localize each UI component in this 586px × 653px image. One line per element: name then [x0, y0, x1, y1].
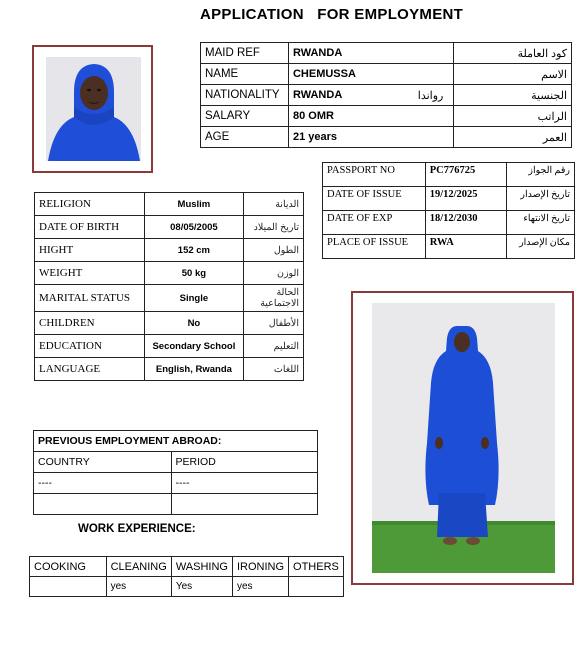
passport-no-label: PASSPORT NO	[323, 163, 426, 187]
table-row	[30, 577, 344, 597]
nationality-label: NATIONALITY	[201, 85, 289, 106]
table-row	[201, 127, 572, 148]
weight-label-ar: الوزن	[244, 262, 304, 285]
exp-date-value: 18/12/2030	[425, 211, 506, 235]
country-header: COUNTRY	[34, 452, 172, 473]
weight-label: WEIGHT	[35, 262, 145, 285]
issue-date-label-ar: تاريخ الإصدار	[507, 187, 575, 211]
nationality-label-ar: الجنسية	[454, 85, 572, 106]
table-row	[323, 235, 575, 259]
table-row	[35, 193, 304, 216]
table-row	[323, 211, 575, 235]
name-label: NAME	[201, 64, 289, 85]
passport-no-value: PC776725	[425, 163, 506, 187]
table-row	[201, 85, 572, 106]
table-row	[35, 335, 304, 358]
previous-employment-header: PREVIOUS EMPLOYMENT ABROAD:	[34, 431, 318, 452]
maid-ref-label: MAID REF	[201, 43, 289, 64]
language-label: LANGUAGE	[35, 358, 145, 381]
dob-label: DATE OF BIRTH	[35, 216, 145, 239]
passport-no-label-ar: رقم الجواز	[507, 163, 575, 187]
table-row	[201, 106, 572, 127]
table-row	[35, 262, 304, 285]
full-length-photo	[351, 291, 574, 585]
previous-employment-table	[33, 430, 318, 515]
religion-value: Muslim	[144, 193, 244, 216]
marital-status-value: Single	[144, 285, 244, 312]
table-row	[323, 163, 575, 187]
education-label: EDUCATION	[35, 335, 145, 358]
period-cell: ----	[171, 473, 317, 494]
age-label: AGE	[201, 127, 289, 148]
children-label: CHILDREN	[35, 312, 145, 335]
language-value: English, Rwanda	[144, 358, 244, 381]
children-label-ar: الأطفال	[244, 312, 304, 335]
height-value: 152 cm	[144, 239, 244, 262]
issue-date-value: 19/12/2025	[425, 187, 506, 211]
work-experience-title: WORK EXPERIENCE:	[78, 523, 196, 535]
maid-ref-value: RWANDA	[288, 43, 453, 64]
table-row	[35, 216, 304, 239]
table-row	[34, 494, 318, 515]
place-of-issue-label-ar: مكان الإصدار	[507, 235, 575, 259]
work-experience-table	[29, 556, 344, 597]
education-label-ar: التعليم	[244, 335, 304, 358]
marital-status-label: MARITAL STATUS	[35, 285, 145, 312]
others-header: OTHERS	[289, 557, 344, 577]
others-value	[289, 577, 344, 597]
age-value: 21 years	[288, 127, 453, 148]
maid-ref-label-ar: كود العاملة	[454, 43, 572, 64]
dob-value: 08/05/2005	[144, 216, 244, 239]
table-row	[201, 43, 572, 64]
name-label-ar: الاسم	[454, 64, 572, 85]
table-row	[201, 64, 572, 85]
issue-date-label: DATE OF ISSUE	[323, 187, 426, 211]
cleaning-value: yes	[106, 577, 171, 597]
age-label-ar: العمر	[454, 127, 572, 148]
cooking-header: COOKING	[30, 557, 107, 577]
page-title: APPLICATION FOR EMPLOYMENT	[200, 6, 464, 23]
name-value: CHEMUSSA	[288, 64, 453, 85]
height-label-ar: الطول	[244, 239, 304, 262]
cleaning-header: CLEANING	[106, 557, 171, 577]
salary-label-ar: الراتب	[454, 106, 572, 127]
religion-label-ar: الديانة	[244, 193, 304, 216]
exp-date-label: DATE OF EXP	[323, 211, 426, 235]
nationality-value-en: RWANDA	[292, 88, 343, 101]
education-value: Secondary School	[144, 335, 244, 358]
period-header: PERIOD	[171, 452, 317, 473]
cooking-value	[30, 577, 107, 597]
marital-status-label-ar: الحالة الاجتماعية	[244, 285, 304, 312]
exp-date-label-ar: تاريخ الانتهاء	[507, 211, 575, 235]
table-row	[34, 431, 318, 452]
nationality-value	[288, 85, 453, 106]
table-row	[35, 285, 304, 312]
ironing-header: IRONING	[232, 557, 288, 577]
table-row	[30, 557, 344, 577]
country-cell: ----	[34, 473, 172, 494]
religion-label: RELIGION	[35, 193, 145, 216]
salary-label: SALARY	[201, 106, 289, 127]
language-label-ar: اللغات	[244, 358, 304, 381]
personal-details-table	[34, 192, 304, 381]
height-label: HIGHT	[35, 239, 145, 262]
weight-value: 50 kg	[144, 262, 244, 285]
salary-value: 80 OMR	[288, 106, 453, 127]
washing-header: WASHING	[171, 557, 232, 577]
children-value: No	[144, 312, 244, 335]
place-of-issue-value: RWA	[425, 235, 506, 259]
dob-label-ar: تاريخ الميلاد	[244, 216, 304, 239]
country-cell-empty	[34, 494, 172, 515]
place-of-issue-label: PLACE OF ISSUE	[323, 235, 426, 259]
top-info-table	[200, 42, 572, 148]
table-row	[323, 187, 575, 211]
ironing-value: yes	[232, 577, 288, 597]
table-row	[35, 312, 304, 335]
nationality-value-ar: رواندا	[417, 89, 444, 102]
passport-table	[322, 162, 575, 259]
table-row	[34, 473, 318, 494]
table-row	[35, 358, 304, 381]
washing-value: Yes	[171, 577, 232, 597]
table-row	[34, 452, 318, 473]
period-cell-empty	[171, 494, 317, 515]
table-row	[35, 239, 304, 262]
portrait-photo	[32, 45, 153, 173]
